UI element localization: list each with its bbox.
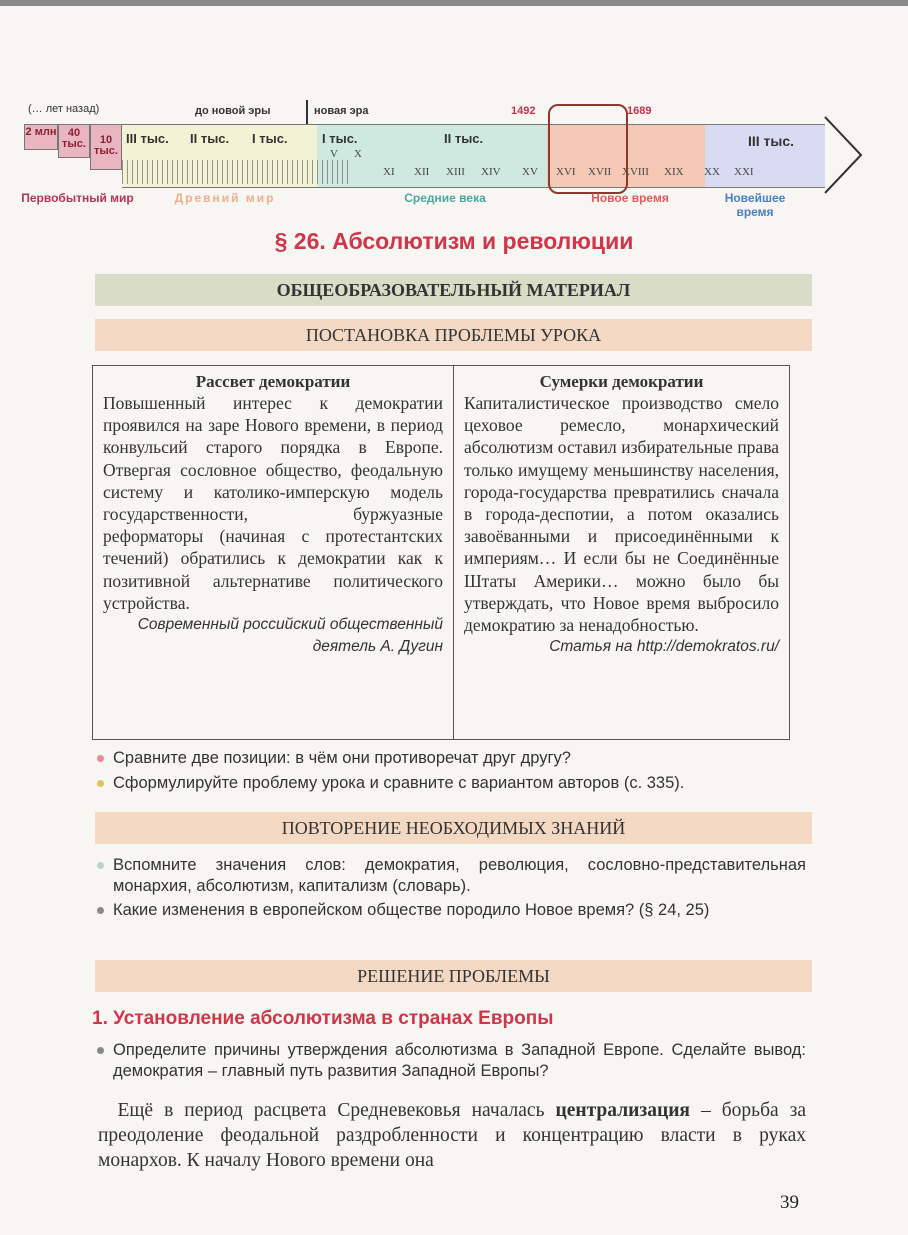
- bullet-icon: [97, 1047, 104, 1054]
- quote-heading: Сумерки демократии: [539, 372, 704, 391]
- subheading: 1. Установление абсолютизма в странах Европы: [92, 1008, 554, 1029]
- body-paragraph: [98, 1098, 806, 1173]
- section-general: ОБЩЕОБРАЗОВАТЕЛЬНЫЙ МАТЕРИАЛ: [95, 274, 812, 306]
- bullet-icon: [97, 862, 104, 869]
- bce-label: до новой эры: [195, 105, 271, 117]
- quote-text: Капиталистическое производство смело цеховое ремесло, монархический абсолютизм оставил избирательные права только имущему меньшинству населения, города-государства превратились сначала в города-деспотии, а потом оказались завоёванными и присоединёнными к империям… И если бы не Соединённые Штаты Америки… можно было бы утверждать, что Новое время выбросило демократию за ненадобностью.: [464, 393, 779, 636]
- task-text: Сформулируйте проблему урока и сравните с вариантом авторов (с. 335).: [113, 774, 685, 792]
- era-newest: Новейшее время: [724, 191, 786, 219]
- quote-source: Современный российский общественный деятель А. Дугин: [137, 616, 443, 656]
- millennium-3-ce: III тыс.: [748, 133, 795, 149]
- section-solution: РЕШЕНИЕ ПРОБЛЕМЫ: [95, 960, 812, 992]
- task-text: Какие изменения в европейском обществе породило Новое время? (§ 24, 25): [113, 901, 710, 919]
- text: – борьба за преодоление феодальной раздробленности и концентрацию власти в руках монархов. К началу Нового времени она: [98, 1100, 807, 1171]
- millennium-2-ce: II тыс.: [444, 131, 484, 146]
- quote-left: [93, 366, 454, 739]
- millennium-1-ce: I тыс.: [322, 131, 358, 146]
- millennium-3-bce: III тыс.: [126, 131, 169, 146]
- scan-edge: [0, 0, 908, 6]
- bullet-icon: [97, 780, 104, 787]
- century: XIX: [664, 166, 684, 178]
- page-title: § 26. Абсолютизм и революции: [274, 228, 634, 254]
- task-item: [113, 748, 813, 769]
- era-modern: Новое время: [591, 191, 669, 205]
- century: XIV: [481, 166, 501, 178]
- era-prehistoric: Первобытный мир: [21, 191, 134, 205]
- quote-right: [454, 366, 789, 739]
- cell-2mln: 2 млн: [24, 124, 58, 150]
- year-1492: 1492: [511, 105, 536, 117]
- year-1689: 1689: [627, 105, 652, 117]
- century: XX: [704, 166, 720, 178]
- millennium-1-bce: I тыс.: [252, 131, 288, 146]
- page-number: 39: [780, 1192, 799, 1213]
- task-text: Вспомните значения слов: демократия, революция, сословно-представительная монархия, абсолютизм, капитализм (словарь).: [113, 856, 806, 895]
- term: централизация: [555, 1100, 690, 1121]
- section-problem: ПОСТАНОВКА ПРОБЛЕМЫ УРОКА: [95, 319, 812, 351]
- quote-source: Статья на http://demokratos.ru/: [549, 638, 779, 656]
- highlight-frame: [548, 104, 628, 194]
- bullet-icon: [97, 907, 104, 914]
- century: XV: [522, 166, 538, 178]
- century: XVII: [588, 166, 612, 178]
- cell-40k: 40 тыс.: [58, 124, 90, 158]
- arrow-head-icon: [815, 115, 865, 195]
- century: XVIII: [622, 166, 649, 178]
- century-x: X: [354, 148, 362, 160]
- century: XI: [383, 166, 395, 178]
- ce-label: новая эра: [314, 105, 369, 117]
- task-item: [113, 773, 813, 794]
- task-item: [113, 855, 806, 897]
- task-text: Определите причины утверждения абсолютизма в Западной Европе. Сделайте вывод: демократия – главный путь развития Западной Европы?: [113, 1041, 806, 1080]
- year-ticks: [122, 160, 352, 184]
- era-ancient: Древний мир: [174, 191, 276, 205]
- millennium-2-bce: II тыс.: [190, 131, 230, 146]
- century-v: V: [330, 148, 338, 160]
- quote-heading: Рассвет демократии: [195, 372, 351, 391]
- task-text: Сравните две позиции: в чём они противоречат друг другу?: [113, 749, 571, 767]
- text: Ещё в период расцвета Средневековья началась: [117, 1100, 556, 1121]
- century: XII: [414, 166, 430, 178]
- century: XVI: [556, 166, 576, 178]
- cell-10k: 10 тыс.: [90, 124, 122, 170]
- years-ago-label: (… лет назад): [28, 103, 100, 115]
- century: XIII: [446, 166, 465, 178]
- section-review: ПОВТОРЕНИЕ НЕОБХОДИМЫХ ЗНАНИЙ: [95, 812, 812, 844]
- century: XXI: [734, 166, 754, 178]
- quote-text: Повышенный интерес к демократии проявился на заре Нового времени, в период конвульсий старого порядка в Европе. Отвергая сословное общество, феодальную систему и католико-имперскую модель государственности, буржуазные реформаторы (начиная с протестантских течений) обратились к демократии как к позитивной альтернативе политического устройства.: [103, 393, 443, 613]
- task-item: [113, 900, 806, 921]
- quotes-box: [92, 365, 790, 740]
- era-medieval: Средние века: [404, 191, 486, 205]
- task-item: [113, 1040, 806, 1082]
- bullet-icon: [97, 755, 104, 762]
